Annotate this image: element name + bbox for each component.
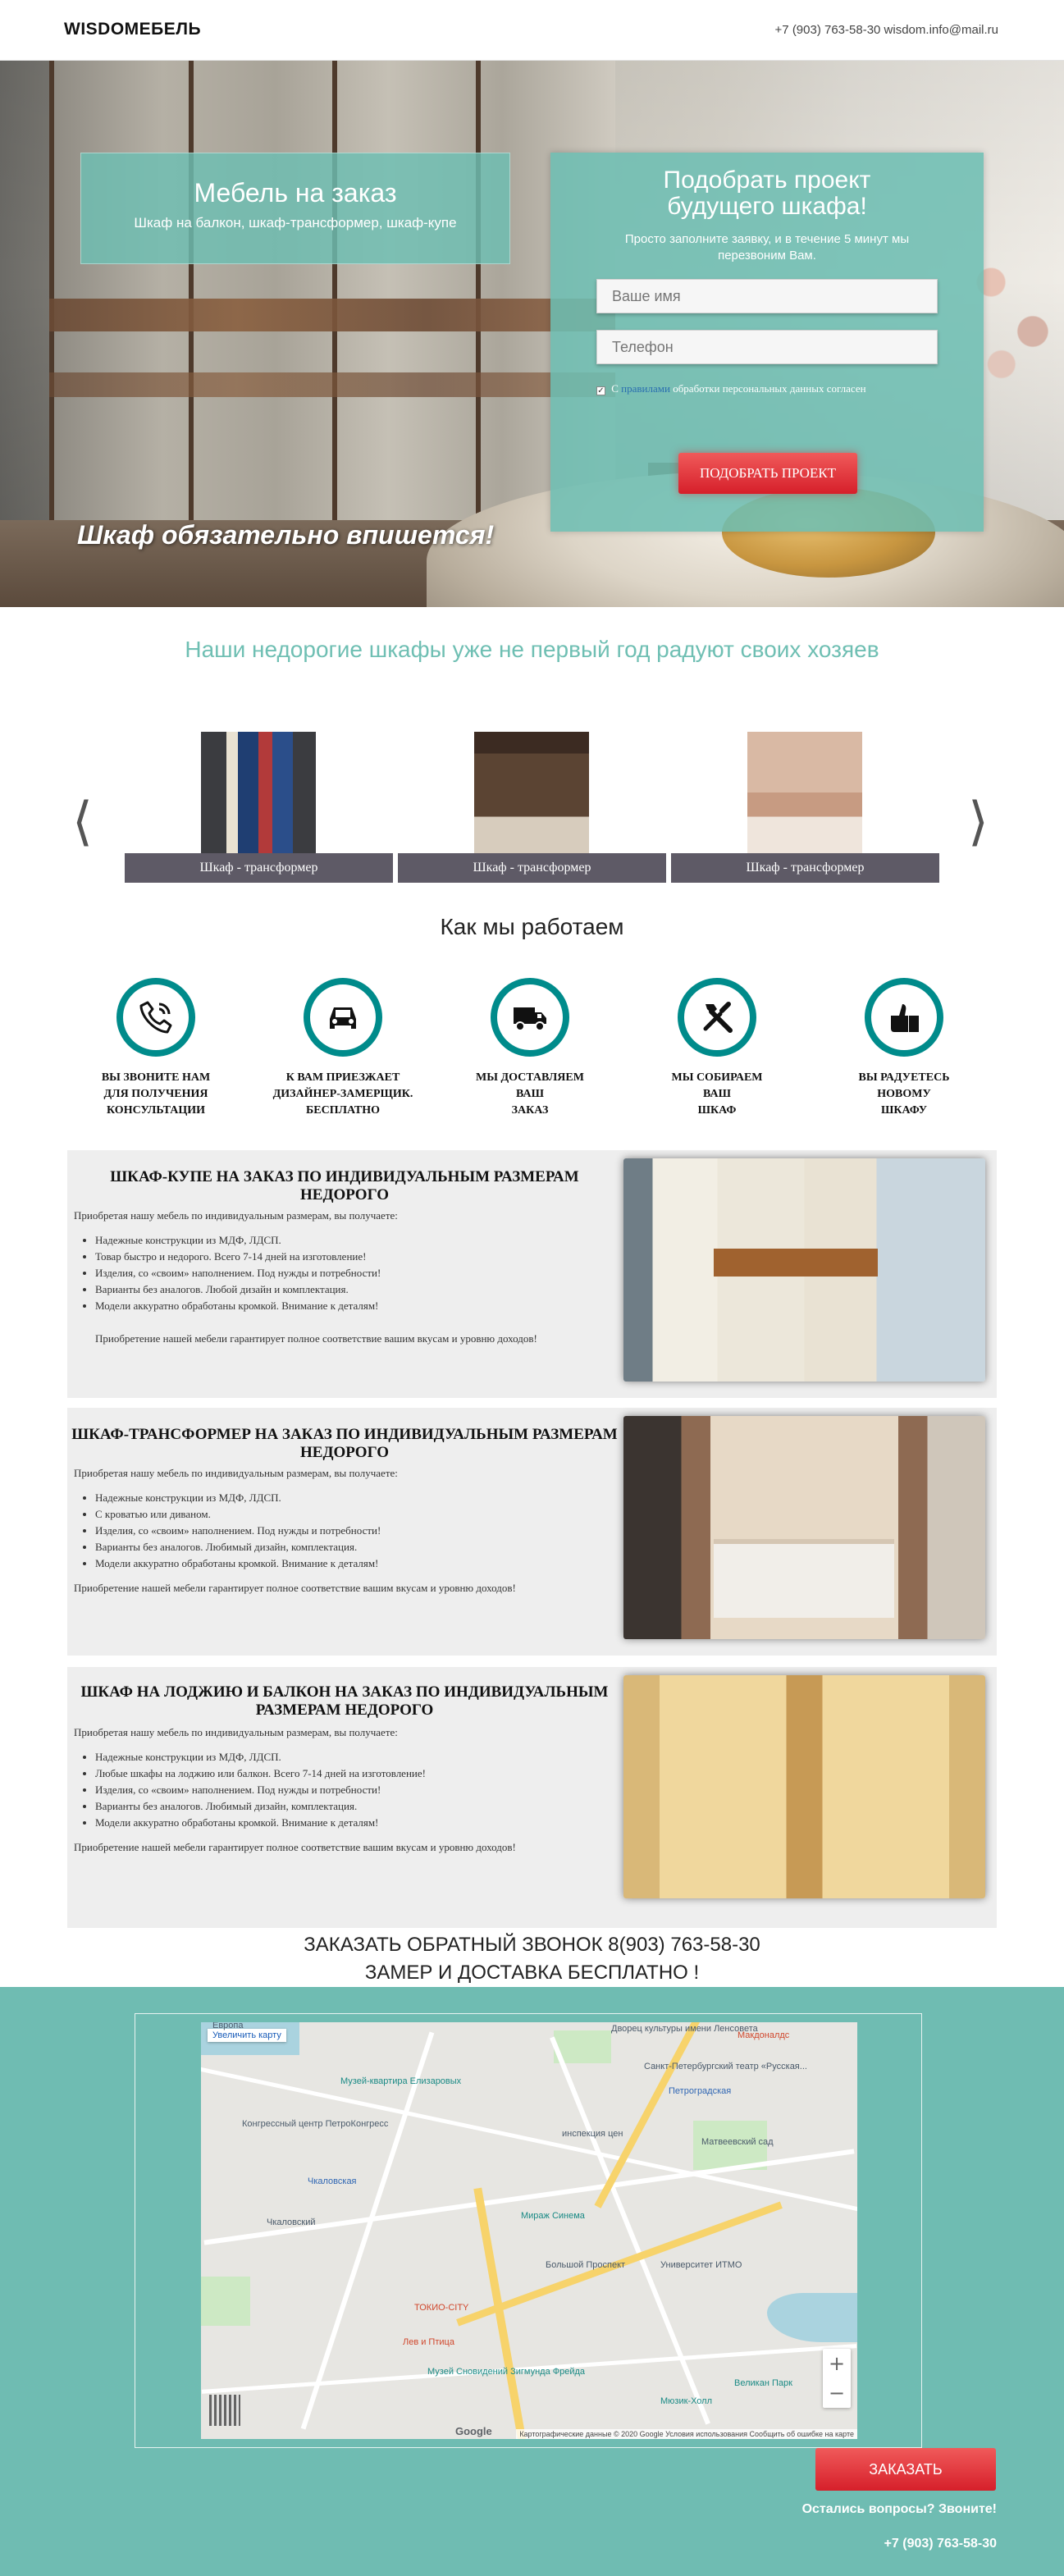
map-label: ТОКИО-CITY: [414, 2303, 469, 2313]
slide-caption: Шкаф - трансформер: [125, 853, 393, 883]
zoom-out-icon[interactable]: −: [828, 2382, 846, 2405]
product-benefits: [74, 1749, 426, 1831]
footer: [0, 1987, 1064, 2576]
order-button[interactable]: ЗАКАЗАТЬ: [815, 2448, 996, 2491]
product-benefits: [74, 1490, 381, 1572]
phone-icon: [136, 998, 176, 1037]
truck-icon: [510, 998, 550, 1037]
product-benefits: [74, 1232, 381, 1314]
step-circle: [116, 978, 195, 1057]
map-label: Большой Проспект: [546, 2260, 626, 2270]
map-label: Чкаловский: [267, 2217, 316, 2227]
product-intro: Приобретая нашу мебель по индивидуальным размерам, вы получаете:: [74, 1726, 398, 1738]
form-subtitle: [603, 231, 931, 264]
product-outro: Приобретение нашей мебели гарантирует полное соответствие вашим вкусам и уровню доходов!: [95, 1332, 537, 1345]
product-outro: Приобретение нашей мебели гарантирует полное соответствие вашим вкусам и уровню доходов!: [74, 1582, 516, 1594]
callback-cta: [0, 1931, 1064, 1987]
footer-phone[interactable]: +7 (903) 763-58-30: [884, 2537, 997, 2551]
google-map[interactable]: [201, 2022, 857, 2439]
map-label: Дворец культуры имени Ленсовета: [611, 2024, 758, 2034]
map-label: Мюзик-Холл: [660, 2396, 713, 2406]
list-item: • Надежные конструкции из МДФ, ЛДСП.: [95, 1749, 426, 1765]
hero-wardrobe-image: [49, 61, 615, 520]
name-input[interactable]: [596, 279, 938, 313]
enlarge-map-link[interactable]: Увеличить карту: [208, 2029, 286, 2042]
list-item: • С кроватью или диваном.: [95, 1506, 381, 1523]
product-intro: Приобретая нашу мебель по индивидуальным размерам, вы получаете:: [74, 1209, 398, 1222]
step-label: ВЫ РАДУЕТЕСЬ НОВОМУ ШКАФУ: [858, 1071, 950, 1117]
product-image: [623, 1675, 985, 1898]
thumbs-up-icon: [884, 998, 924, 1037]
slide-card[interactable]: [671, 732, 939, 883]
step-circle: [491, 978, 569, 1057]
google-logo: Google: [455, 2425, 492, 2437]
header-contacts[interactable]: +7 (903) 763-58-30 wisdom.info@mail.ru: [774, 23, 998, 37]
chevron-right-icon[interactable]: ⟩: [968, 792, 989, 852]
map-label: Макдоналдс: [737, 2030, 790, 2040]
form-subtitle-line2: перезвоним Вам.: [718, 249, 816, 263]
list-item: • Варианты без аналогов. Любой дизайн и комплектация.: [95, 1281, 381, 1298]
map-zoom-controls: [823, 2349, 851, 2408]
slide-image: [201, 732, 316, 853]
consent-row: [596, 382, 866, 395]
step-happy: [830, 978, 978, 1119]
product-intro: Приобретая нашу мебель по индивидуальным размерам, вы получаете:: [74, 1467, 398, 1479]
product-block-balcony: [67, 1667, 997, 1928]
map-label: Петроградская: [669, 2086, 732, 2096]
list-item: • Надежные конструкции из МДФ, ЛДСП.: [95, 1490, 381, 1506]
map-label: Лев и Птица: [403, 2337, 454, 2347]
form-title: [550, 167, 984, 220]
product-outro: Приобретение нашей мебели гарантирует полное соответствие вашим вкусам и уровню доходов!: [74, 1841, 516, 1853]
car-icon: [323, 998, 363, 1037]
map-label: Мираж Синема: [521, 2211, 585, 2221]
zoom-in-icon[interactable]: +: [828, 2352, 846, 2375]
step-circle: [304, 978, 382, 1057]
tools-icon: [697, 998, 737, 1037]
form-title-line2: будущего шкафа!: [667, 193, 867, 220]
site-header: [0, 0, 1064, 61]
list-item: • Любые шкафы на лоджию или балкон. Всего 7-14 дней на изготовление!: [95, 1765, 426, 1782]
list-item: • Варианты без аналогов. Любимый дизайн, комплектация.: [95, 1798, 426, 1815]
form-subtitle-line1: Просто заполните заявку, и в течение 5 минут мы: [624, 232, 910, 246]
slide-image: [474, 732, 589, 853]
phone-input[interactable]: [596, 330, 938, 364]
hero-subtitle: Шкаф на балкон, шкаф-трансформер, шкаф-купе: [134, 215, 457, 231]
list-item: • Надежные конструкции из МДФ, ЛДСП.: [95, 1232, 381, 1249]
step-circle: [678, 978, 756, 1057]
step-label: МЫ СОБИРАЕМ ВАШ ШКАФ: [671, 1071, 763, 1117]
map-label: Чкаловская: [308, 2176, 357, 2186]
hero-banner: [0, 61, 1064, 607]
map-label: Музей Сновидений Зигмунда Фрейда: [427, 2367, 586, 2377]
step-label: ВЫ ЗВОНИТЕ НАМ ДЛЯ ПОЛУЧЕНИЯ КОНСУЛЬТАЦИИ: [101, 1071, 211, 1117]
step-call: [82, 978, 230, 1119]
map-label: Великан Парк: [734, 2378, 792, 2388]
list-item: • Модели аккуратно обработаны кромкой. Внимание к деталям!: [95, 1555, 381, 1572]
map-frame: [135, 2013, 922, 2448]
map-attribution[interactable]: Картографические данные © 2020 Google Условия использования Сообщить об ошибке на карте: [516, 2429, 857, 2439]
pick-project-button[interactable]: ПОДОБРАТЬ ПРОЕКТ: [678, 453, 857, 494]
map-label: Музей-квартира Елизаровых: [340, 2076, 462, 2086]
logo[interactable]: WISDOMEБЕЛЬ: [64, 20, 202, 39]
consent-suffix: обработки персональных данных согласен: [673, 382, 866, 395]
list-item: • Модели аккуратно обработаны кромкой. Внимание к деталям!: [95, 1815, 426, 1831]
footer-question: Остались вопросы? Звоните!: [801, 2502, 997, 2516]
product-title: ШКАФ-ТРАНСФОРМЕР НА ЗАКАЗ ПО ИНДИВИДУАЛЬНЫМ РАЗМЕРАМ НЕДОРОГО: [71, 1426, 618, 1461]
product-image: [623, 1158, 985, 1382]
reviews-title: Наши недорогие шкафы уже не первый год радуют своих хозяев: [185, 637, 879, 662]
product-title: ШКАФ НА ЛОДЖИЮ И БАЛКОН НА ЗАКАЗ ПО ИНДИВИДУАЛЬНЫМ РАЗМЕРАМ НЕДОРОГО: [80, 1683, 609, 1719]
step-assembly: [643, 978, 791, 1119]
slide-card[interactable]: [398, 732, 666, 883]
list-item: • Товар быстро и недорого. Всего 7-14 дней на изготовление!: [95, 1249, 381, 1265]
step-designer: [269, 978, 417, 1119]
slide-card[interactable]: [125, 732, 393, 883]
step-label: МЫ ДОСТАВЛЯЕМ ВАШ ЗАКАЗ: [476, 1071, 584, 1117]
map-label: Европа: [212, 2022, 244, 2030]
map-thumbnail[interactable]: [209, 2395, 240, 2426]
how-we-work-title: Как мы работаем: [440, 914, 624, 939]
list-item: • Изделия, со «своим» наполнением. Под нужды и потребности!: [95, 1523, 381, 1539]
map-label: Санкт-Петербургский театр «Русская...: [644, 2062, 807, 2071]
step-label: К ВАМ ПРИЕЗЖАЕТ ДИЗАЙНЕР-ЗАМЕРЩИК. БЕСПЛАТНО: [272, 1071, 413, 1117]
list-item: • Изделия, со «своим» наполнением. Под нужды и потребности!: [95, 1782, 426, 1798]
slide-image: [747, 732, 862, 853]
hero-title-box: [80, 153, 510, 264]
list-item: • Изделия, со «своим» наполнением. Под нужды и потребности!: [95, 1265, 381, 1281]
step-circle: [865, 978, 943, 1057]
consent-checkbox[interactable]: ✓: [597, 386, 605, 395]
callback-line[interactable]: ЗАКАЗАТЬ ОБРАТНЫЙ ЗВОНОК 8(903) 763-58-30: [304, 1934, 760, 1956]
slide-caption: Шкаф - трансформер: [398, 853, 666, 883]
map-label: Университет ИТМО: [660, 2260, 742, 2270]
consent-prefix: С: [611, 382, 619, 395]
request-form: [550, 153, 984, 532]
product-block-coupe: [67, 1150, 997, 1398]
list-item: • Модели аккуратно обработаны кромкой. Внимание к деталям!: [95, 1298, 381, 1314]
chevron-left-icon[interactable]: ⟨: [72, 792, 93, 852]
step-delivery: [456, 978, 604, 1119]
consent-rules-link[interactable]: правилами: [621, 382, 670, 395]
product-title: ШКАФ-КУПЕ НА ЗАКАЗ ПО ИНДИВИДУАЛЬНЫМ РАЗМЕРАМ НЕДОРОГО: [110, 1168, 579, 1204]
map-label: Матвеевский сад: [701, 2137, 774, 2147]
product-image: [623, 1416, 985, 1639]
product-block-transformer: [67, 1408, 997, 1656]
hero-title: Мебель на заказ: [194, 178, 397, 208]
hero-slogan: Шкаф обязательно впишется!: [77, 520, 495, 550]
map-label: Конгрессный центр ПетроКонгресс: [242, 2119, 389, 2129]
list-item: • Варианты без аналогов. Любимый дизайн, комплектация.: [95, 1539, 381, 1555]
slide-caption: Шкаф - трансформер: [671, 853, 939, 883]
map-label: инспекция цен: [562, 2129, 623, 2139]
form-title-line1: Подобрать проект: [663, 167, 871, 194]
free-measure-line: ЗАМЕР И ДОСТАВКА БЕСПЛАТНО !: [364, 1962, 700, 1984]
